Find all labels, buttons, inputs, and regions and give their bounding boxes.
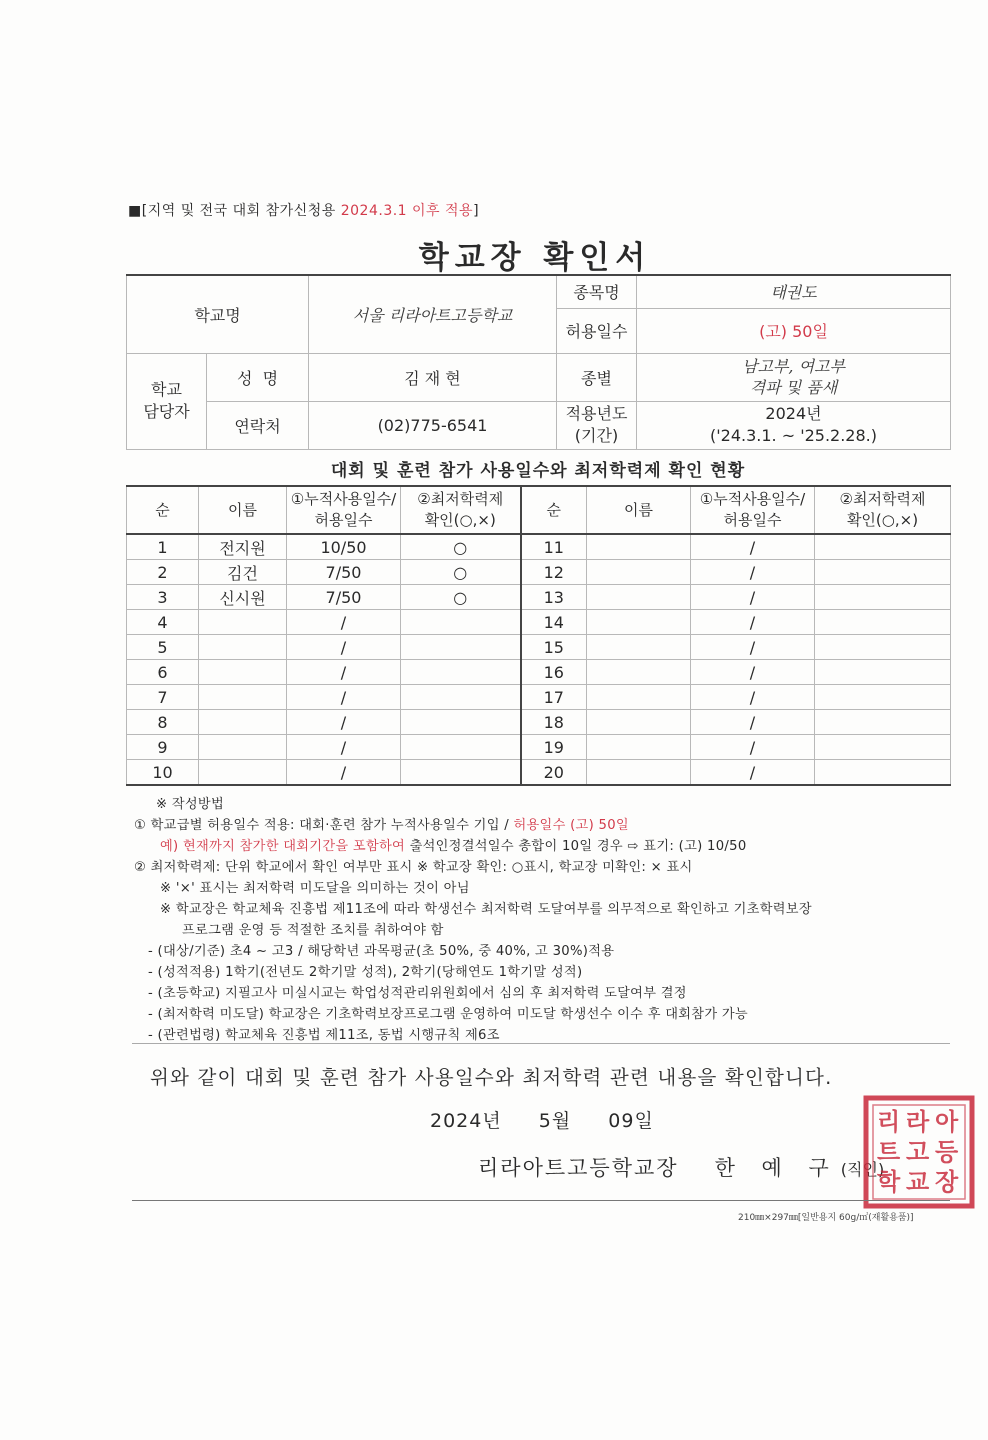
row-no: 7: [127, 685, 199, 710]
row-no: 3: [127, 585, 199, 610]
manager-label: 학교 담당자: [127, 353, 207, 449]
header-no: 순: [127, 486, 199, 534]
row-days: /: [691, 610, 815, 635]
event-value: 태권도: [637, 275, 951, 308]
header-name-right: 이름: [587, 486, 691, 534]
row-days: /: [691, 735, 815, 760]
svg-text:아: 아: [935, 1107, 959, 1136]
header-check-right: ②최저학력제 확인(○,×): [815, 486, 951, 534]
row-days: /: [691, 635, 815, 660]
row-name: 김건: [199, 560, 287, 585]
contact-label: 연락처: [207, 401, 309, 449]
header-name: 이름: [199, 486, 287, 534]
year-value: 2024년 ('24.3.1. ~ '25.2.28.): [637, 401, 951, 449]
school-name-label: 학교명: [127, 275, 309, 353]
usage-header-row: [127, 486, 951, 534]
row-name: [587, 710, 691, 735]
row-no: 15: [521, 635, 587, 660]
row-check: ○: [401, 534, 521, 560]
row-name: [587, 760, 691, 786]
row-check: ○: [401, 560, 521, 585]
row-name: [199, 635, 287, 660]
header-check: ②최저학력제 확인(○,×): [401, 486, 521, 534]
row-days: /: [287, 760, 401, 786]
row-days: /: [287, 735, 401, 760]
row-no: 13: [521, 585, 587, 610]
row-check: [815, 760, 951, 786]
row-name: [199, 735, 287, 760]
document-title: 학교장 확인서: [418, 240, 652, 276]
seal-placeholder: (직인): [840, 1160, 885, 1179]
row-days: 7/50: [287, 585, 401, 610]
row-check: [815, 710, 951, 735]
allowed-days-value: (고) 50일: [637, 308, 951, 353]
row-no: 17: [521, 685, 587, 710]
note-not-reached: - (최저학력 미도달) 학교장은 기초학력보장프로그램 운영하여 미도달 학생선수 이수 후 대회참가 가능: [148, 1007, 748, 1022]
row-name: 신시원: [199, 585, 287, 610]
year-label: 적용년도 (기간): [557, 401, 637, 449]
row-check: [815, 660, 951, 685]
row-check: [815, 534, 951, 560]
svg-text:고: 고: [906, 1137, 930, 1166]
note-min-academic: ② 최저학력제: 단위 학교에서 확인 여부만 표시 ※ 학교장 확인: ○표시, 학교장 미확인: × 표시: [134, 860, 693, 875]
row-no: 2: [127, 560, 199, 585]
table-row: [127, 685, 951, 710]
row-name: [587, 610, 691, 635]
signature-line: [478, 1152, 884, 1182]
row-days: /: [691, 660, 815, 685]
school-name-value: 서울 리라아트고등학교: [309, 275, 557, 353]
row-days: /: [287, 710, 401, 735]
confirmation-statement: 위와 같이 대회 및 훈련 참가 사용일수와 최저학력 관련 내용을 확인합니다.: [150, 1066, 833, 1089]
row-no: 19: [521, 735, 587, 760]
row-check: [401, 710, 521, 735]
table-row: [127, 760, 951, 786]
allowed-days-label: 허용일수: [557, 308, 637, 353]
note-law: - (관련법령) 학교체육 진흥법 제11조, 동법 시행규칙 제6조: [148, 1028, 500, 1043]
usage-section-title: 대회 및 훈련 참가 사용일수와 최저학력제 확인 현황: [330, 461, 746, 481]
row-days: /: [287, 660, 401, 685]
note-allowed-days: ① 학교급별 허용일수 적용: 대회·훈련 참가 누적사용일수 기입 / 허용일수 (고) 50일: [134, 818, 629, 833]
svg-text:등: 등: [935, 1137, 959, 1166]
manager-name-label: 성 명: [207, 353, 309, 401]
row-check: [815, 685, 951, 710]
row-no: 8: [127, 710, 199, 735]
row-no: 14: [521, 610, 587, 635]
row-check: ○: [401, 585, 521, 610]
principal-name: 한 예 구: [714, 1156, 839, 1180]
header-days: ①누적사용일수/ 허용일수: [287, 486, 401, 534]
svg-text:리: 리: [877, 1107, 901, 1136]
row-name: [587, 735, 691, 760]
row-no: 6: [127, 660, 199, 685]
row-name: [587, 560, 691, 585]
row-name: [587, 635, 691, 660]
row-name: [199, 710, 287, 735]
svg-text:장: 장: [935, 1167, 959, 1196]
row-no: 9: [127, 735, 199, 760]
row-name: [199, 660, 287, 685]
row-name: [199, 610, 287, 635]
row-check: [401, 610, 521, 635]
application-note: ■[지역 및 전국 대회 참가신청용 2024.3.1 이후 적용]: [128, 203, 480, 219]
row-name: 전지원: [199, 534, 287, 560]
issue-date: [430, 1106, 654, 1133]
table-row: [127, 610, 951, 635]
row-no: 1: [127, 534, 199, 560]
row-check: [815, 635, 951, 660]
note-example: 예) 현재까지 참가한 대회기간을 포함하여 출석인정결석일수 총합이 10일 경우 ⇨ 표기: (고) 10/50: [160, 839, 747, 854]
event-label: 종목명: [557, 275, 637, 308]
notes-heading: ※ 작성방법: [156, 797, 224, 812]
table-row: [127, 635, 951, 660]
table-row: [127, 585, 951, 610]
row-check: [401, 635, 521, 660]
row-check: [815, 735, 951, 760]
row-days: 7/50: [287, 560, 401, 585]
row-days: /: [287, 635, 401, 660]
school-info-table: [126, 274, 951, 450]
table-row: [127, 560, 951, 585]
date-day: 09일: [608, 1110, 654, 1132]
divider: [132, 1043, 950, 1044]
svg-text:라: 라: [906, 1107, 930, 1136]
row-name: [587, 534, 691, 560]
row-days: /: [691, 560, 815, 585]
row-name: [199, 760, 287, 786]
row-name: [587, 585, 691, 610]
usage-table: [126, 485, 951, 786]
row-no: 4: [127, 610, 199, 635]
writing-instructions: [134, 794, 954, 1046]
table-row: [127, 534, 951, 560]
row-no: 10: [127, 760, 199, 786]
paper-spec-footer: 210㎜×297㎜[일반용지 60g/㎡(재활용품)]: [738, 1213, 914, 1223]
svg-text:교: 교: [906, 1167, 930, 1196]
row-no: 18: [521, 710, 587, 735]
table-row: [127, 710, 951, 735]
note-target: - (대상/기준) 초4 ~ 고3 / 해당학년 과목평균(초 50%, 중 40%, 고 30%)적용: [148, 944, 615, 959]
note-principal-duty: ※ 학교장은 학교체육 진흥법 제11조에 따라 학생선수 최저학력 도달여부를 의무적으로 확인하고 기초학력보장: [160, 902, 812, 917]
row-check: [815, 610, 951, 635]
row-no: 20: [521, 760, 587, 786]
official-seal-stamp: [862, 1094, 976, 1210]
principal-title: 리라아트고등학교장: [478, 1156, 679, 1180]
row-check: [401, 660, 521, 685]
row-check: [815, 560, 951, 585]
row-no: 12: [521, 560, 587, 585]
row-no: 11: [521, 534, 587, 560]
row-name: [587, 660, 691, 685]
header-no-right: 순: [521, 486, 587, 534]
note-x-meaning: ※ '×' 표시는 최저학력 미도달을 의미하는 것이 아님: [160, 881, 470, 896]
note-elementary: - (초등학교) 지필고사 미실시교는 학업성적관리위원회에서 심의 후 최저학력 도달여부 결정: [148, 986, 687, 1001]
date-year: 2024년: [430, 1110, 502, 1132]
note-principal-duty-cont: 프로그램 운영 등 적절한 조치를 취하여야 함: [182, 923, 444, 938]
row-days: /: [691, 534, 815, 560]
category-label: 종별: [557, 353, 637, 401]
contact-value: (02)775-6541: [309, 401, 557, 449]
row-days: 10/50: [287, 534, 401, 560]
row-check: [401, 735, 521, 760]
table-row: [127, 660, 951, 685]
manager-name-value: 김 재 현: [309, 353, 557, 401]
row-days: /: [691, 685, 815, 710]
footer-divider: [132, 1200, 950, 1201]
row-days: /: [691, 585, 815, 610]
row-check: [815, 585, 951, 610]
header-days-right: ①누적사용일수/ 허용일수: [691, 486, 815, 534]
row-no: 16: [521, 660, 587, 685]
row-no: 5: [127, 635, 199, 660]
table-row: [127, 735, 951, 760]
category-value: 남고부, 여고부 격파 및 품새: [637, 353, 951, 401]
row-days: /: [287, 610, 401, 635]
row-name: [587, 685, 691, 710]
row-days: /: [287, 685, 401, 710]
note-grade-apply: - (성적적용) 1학기(전년도 2학기말 성적), 2학기(당해연도 1학기말 성적): [148, 965, 583, 980]
svg-text:트: 트: [877, 1137, 901, 1166]
row-days: /: [691, 710, 815, 735]
row-check: [401, 760, 521, 786]
svg-text:학: 학: [877, 1167, 901, 1196]
row-days: /: [691, 760, 815, 786]
row-name: [199, 685, 287, 710]
date-month: 5월: [538, 1110, 572, 1132]
effective-date-note: 2024.3.1 이후 적용: [340, 203, 474, 219]
row-check: [401, 685, 521, 710]
